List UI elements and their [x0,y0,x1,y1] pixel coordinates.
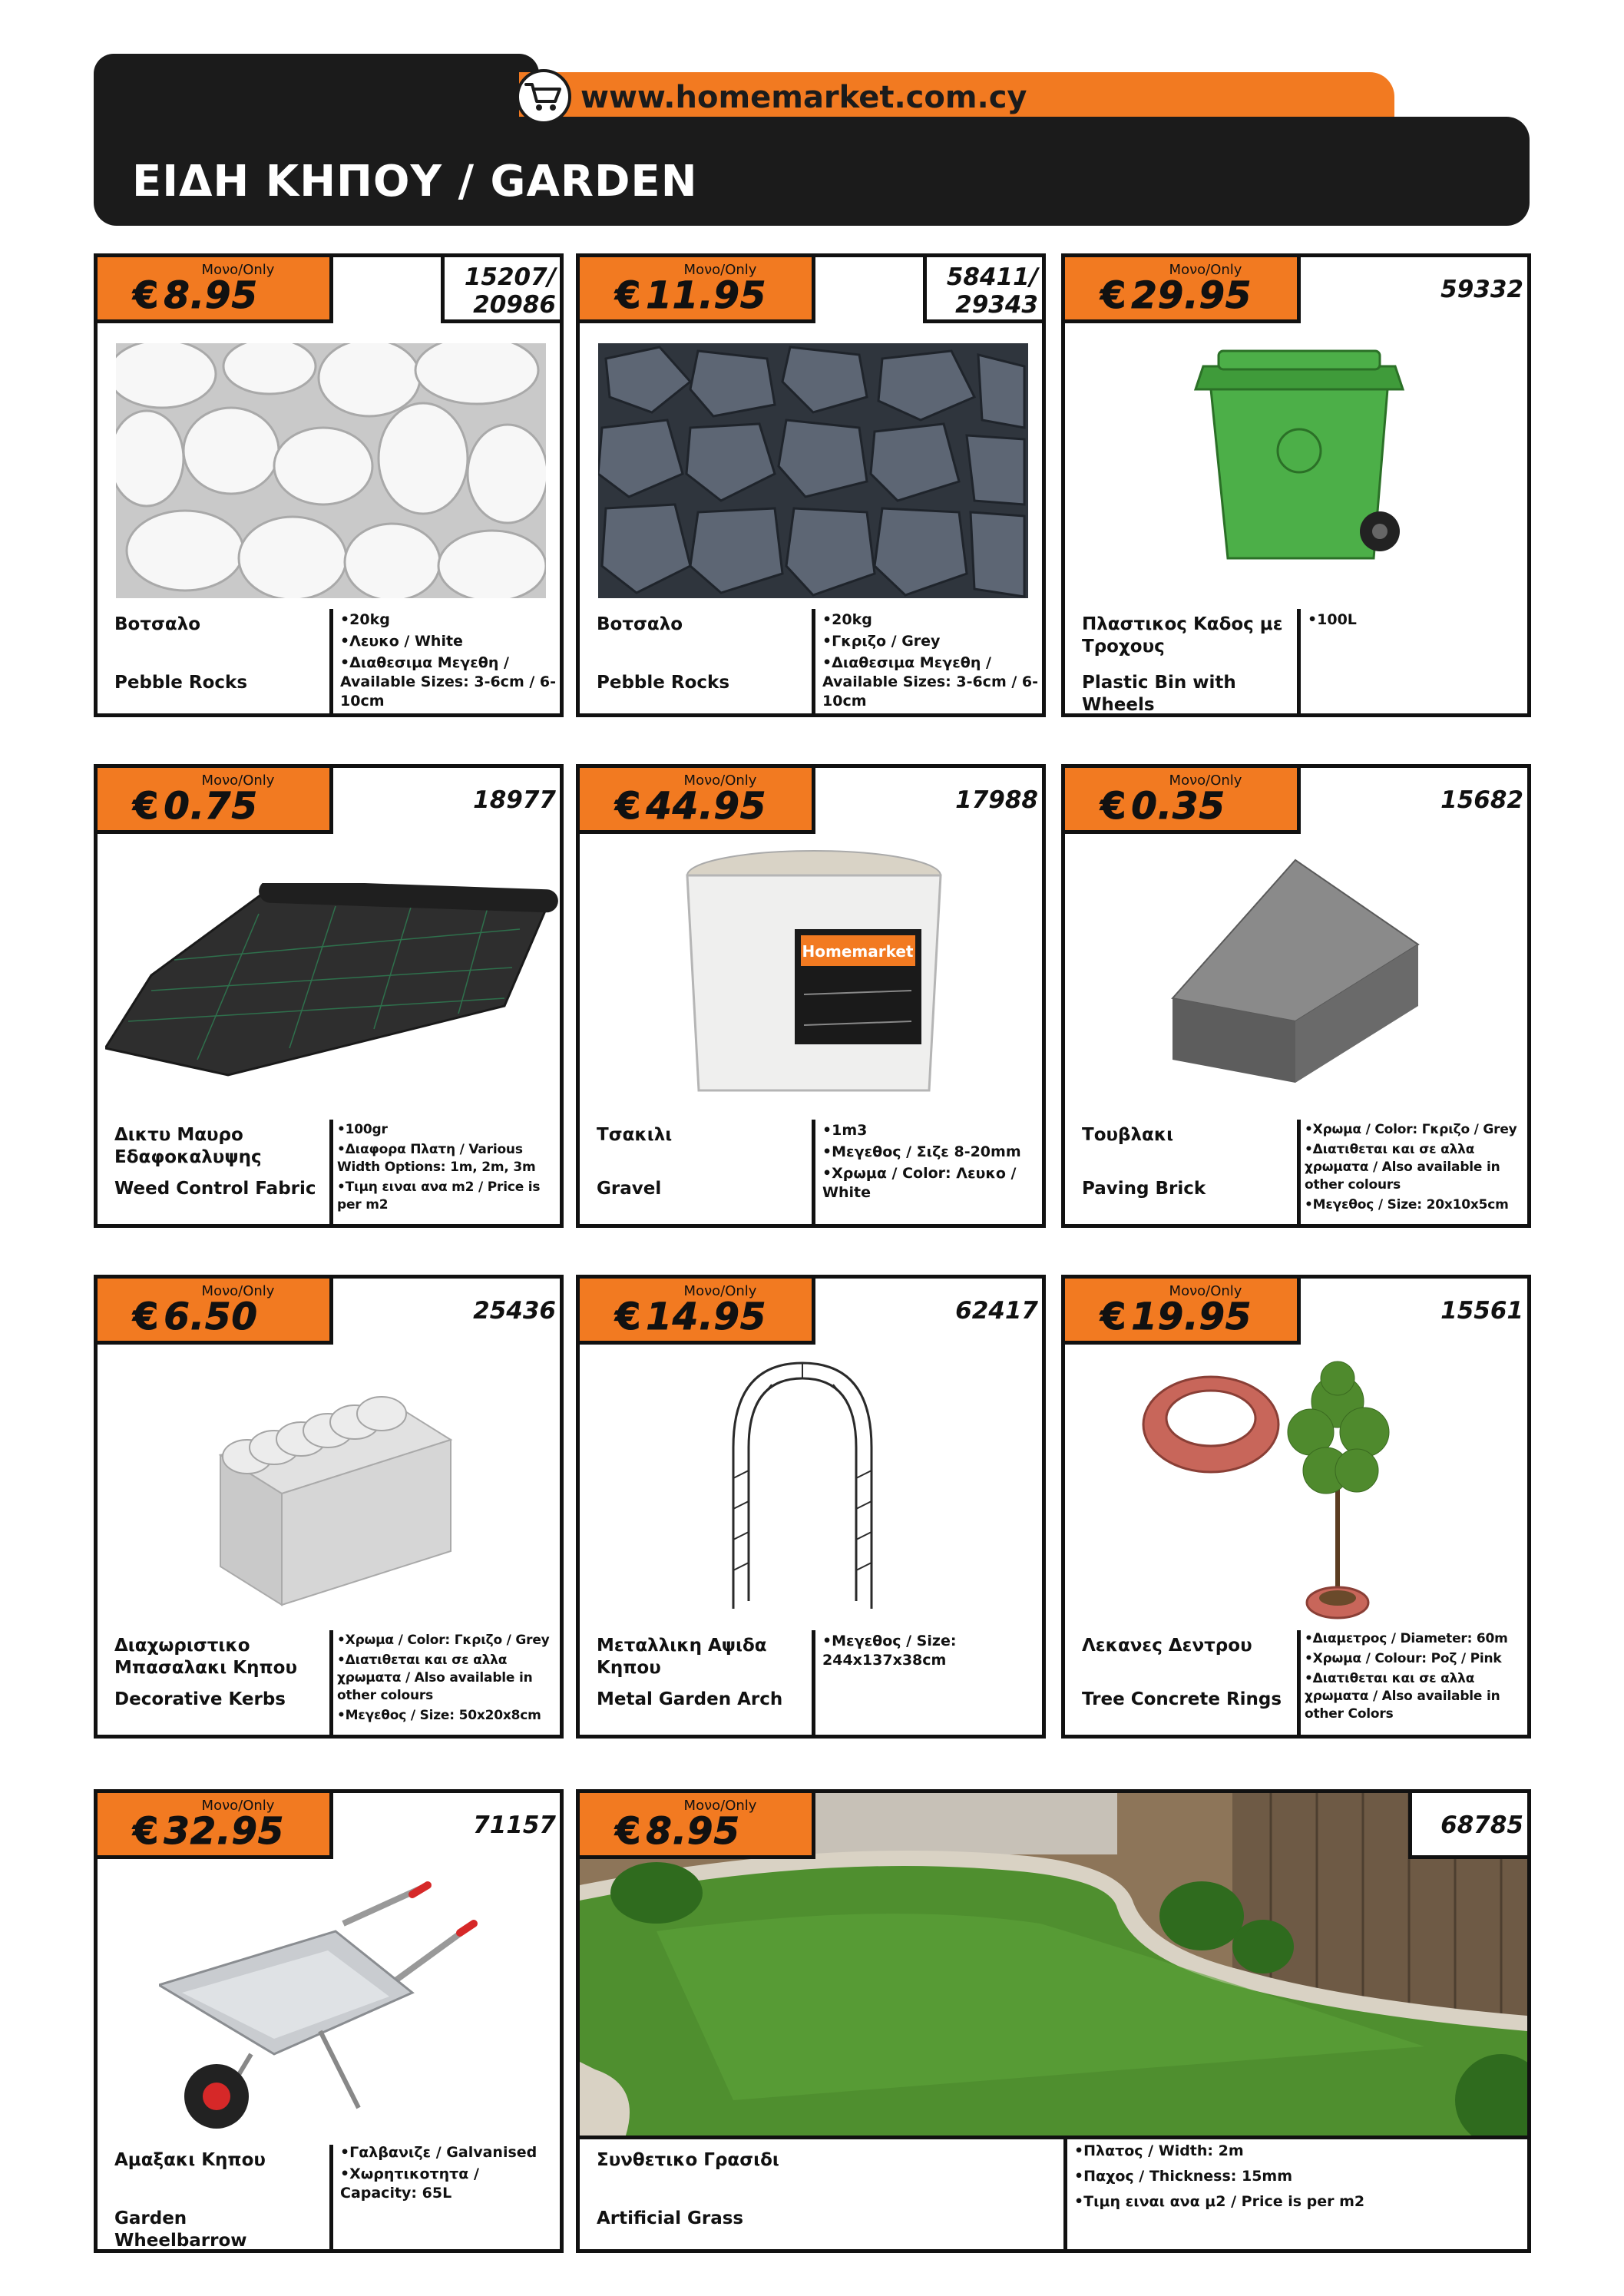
product-specs: •Μεγεθος / Size: 244x137x38cm [822,1633,957,1669]
product-specs: •20kg •Γκριζο / Grey •Διαθεσιμα Μεγεθη / Available Sizes: 3-6cm / 6-10cm [822,611,1039,710]
info-divider [1297,1120,1301,1228]
price: € 32.95 [133,1810,285,1853]
price-box [1065,1279,1301,1345]
price-box [580,257,815,323]
product-specs: •Χρωμα / Color: Γκριζο / Grey •Διατιθεται και σε αλλα χρωματα / Also available in other colours •Μεγεθος / Size: 20x10x5cm [1305,1122,1517,1213]
product-code: 15207/ 20986 [441,257,564,323]
only-label: Μονο/Only [683,1798,757,1814]
price: € 11.95 [615,274,767,317]
only-label: Μονο/Only [201,773,275,789]
price: € 44.95 [615,785,767,828]
price-box [98,257,333,323]
info-divider [812,1120,815,1228]
product-name-gr: Βοτσαλο [114,614,201,634]
price-box [580,768,815,834]
only-label: Μονο/Only [683,773,757,789]
only-label: Μονο/Only [201,262,275,278]
price: € 29.95 [1100,274,1252,317]
product-specs: •100gr •Διαφορα Πλατη / Various Width Options: 1m, 2m, 3m •Τιμη ειναι ανα m2 / Price is per m2 [337,1122,541,1213]
gravel-bag-image [672,845,956,1106]
product-name-en: Garden Wheelbarrow [114,2208,247,2251]
only-label: Μονο/Only [201,1798,275,1814]
product-specs: •20kg •Λευκο / White •Διαθεσιμα Μεγεθη / Available Sizes: 3-6cm / 6-10cm [340,611,557,710]
product-name-en: Artificial Grass [597,2208,744,2228]
page-title: ΕΙΔΗ ΚΗΠΟΥ / GARDEN [132,157,698,207]
paving-brick-image [1165,845,1426,1098]
info-divider [812,1630,815,1739]
product-code: 15682 [1440,786,1523,814]
tree-rings-image [1142,1355,1418,1624]
product-card-gravel [576,764,1046,1228]
price: € 8.95 [133,274,258,317]
product-name-gr: Αμαξακι Κηπου [114,2150,266,2170]
product-name-gr: Βοτσαλο [597,614,683,634]
only-label: Μονο/Only [1169,1283,1242,1299]
info-divider [1297,1630,1301,1739]
product-specs: •100L [1308,611,1357,628]
only-label: Μονο/Only [683,1283,757,1299]
product-card-kerbs [94,1275,564,1739]
product-code: 18977 [473,786,556,814]
image-divider [580,2136,1527,2139]
product-card-pebble-white [94,253,564,717]
product-code: 58411/ 29343 [923,257,1046,323]
product-card-tree-rings [1061,1275,1531,1739]
price: € 14.95 [615,1295,767,1338]
product-name-gr: Τουβλακι [1082,1125,1174,1145]
price: € 6.50 [133,1295,258,1338]
product-card-plastic-bin [1061,253,1531,717]
product-specs: •Χρωμα / Color: Γκριζο / Grey •Διατιθεται και σε αλλα χρωματα / Also available in other colours •Μεγεθος / Size: 50x20x8cm [337,1633,550,1723]
product-name-gr: Δικτυ Μαυρο Εδαφοκαλυψης [114,1125,262,1167]
cart-icon [516,69,571,124]
price: € 0.75 [133,785,258,828]
wheelbarrow-image [159,1877,481,2131]
product-specs: •Γαλβανιζε / Galvanised •Χωρητικοτητα / Capacity: 65L [340,2144,537,2202]
price-box [1065,257,1301,323]
product-code: 68785 [1408,1793,1531,1859]
info-divider [1063,2136,1067,2253]
info-divider [329,1630,333,1739]
product-name-en: Pebble Rocks [114,673,248,693]
product-code: 62417 [955,1297,1038,1325]
product-card-artificial-grass [576,1789,1531,2253]
product-name-en: Paving Brick [1082,1179,1206,1199]
price-box [98,1279,333,1345]
info-divider [329,2145,333,2253]
product-name-en: Tree Concrete Rings [1082,1689,1282,1709]
price-box [98,1793,333,1859]
weed-fabric-image [105,883,558,1090]
product-specs: •Διαμετρος / Diameter: 60m •Χρωμα / Colour: Ροζ / Pink •Διατιθεται και σε αλλα χρωματα / Also available in other Colors [1305,1631,1508,1722]
product-code: 59332 [1440,276,1523,303]
only-label: Μονο/Only [1169,262,1242,278]
garden-arch-image [718,1355,887,1609]
svg-text:Homemarket: Homemarket [802,942,914,961]
only-label: Μονο/Only [683,262,757,278]
product-code: 17988 [955,786,1038,814]
product-name-en: Decorative Kerbs [114,1689,286,1709]
price-box [580,1793,815,1859]
green-bin-image [1173,343,1426,574]
product-name-en: Metal Garden Arch [597,1689,783,1709]
product-specs: •Πλατος / Width: 2m •Παχος / Thickness: 15mm •Τιμη ειναι ανα μ2 / Price is per m2 [1074,2142,1365,2210]
product-card-garden-arch [576,1275,1046,1739]
info-divider [1297,609,1301,717]
price-box [580,1279,815,1345]
info-divider [329,1120,333,1228]
only-label: Μονο/Only [1169,773,1242,789]
product-code: 15561 [1440,1297,1523,1325]
white-pebbles-image [116,343,546,598]
product-name-gr: Διαχωριστικο Μπασαλακι Κηπου [114,1636,297,1678]
product-name-gr: Μεταλλικη Αψιδα Κηπου [597,1636,767,1678]
product-name-en: Weed Control Fabric [114,1179,316,1199]
info-divider [329,609,333,717]
info-divider [812,609,815,717]
product-name-gr: Πλαστικος Καδος με Τροχους [1082,614,1283,657]
only-label: Μονο/Only [201,1283,275,1299]
product-card-paving-brick [1061,764,1531,1228]
product-code: 71157 [473,1811,556,1839]
product-card-weed-fabric [94,764,564,1228]
product-name-en: Gravel [597,1179,662,1199]
product-name-gr: Τσακιλι [597,1125,673,1145]
product-specs: •1m3 •Μεγεθος / Σιζε 8-20mm •Χρωμα / Color: Λευκο / White [822,1122,1021,1201]
price-box [1065,768,1301,834]
product-card-wheelbarrow [94,1789,564,2253]
price: € 0.35 [1100,785,1225,828]
grey-pebbles-image [598,343,1028,598]
price: € 8.95 [615,1810,740,1853]
product-name-gr: Συνθετικο Γρασιδι [597,2150,779,2170]
price-box [98,768,333,834]
product-card-pebble-grey [576,253,1046,717]
product-name-en: Plastic Bin with Wheels [1082,673,1236,715]
product-code: 25436 [473,1297,556,1325]
kerbs-image [213,1394,474,1609]
website-url[interactable]: www.homemarket.com.cy [580,80,1027,115]
product-name-en: Pebble Rocks [597,673,730,693]
price: € 19.95 [1100,1295,1252,1338]
product-name-gr: Λεκανες Δεντρου [1082,1636,1252,1656]
